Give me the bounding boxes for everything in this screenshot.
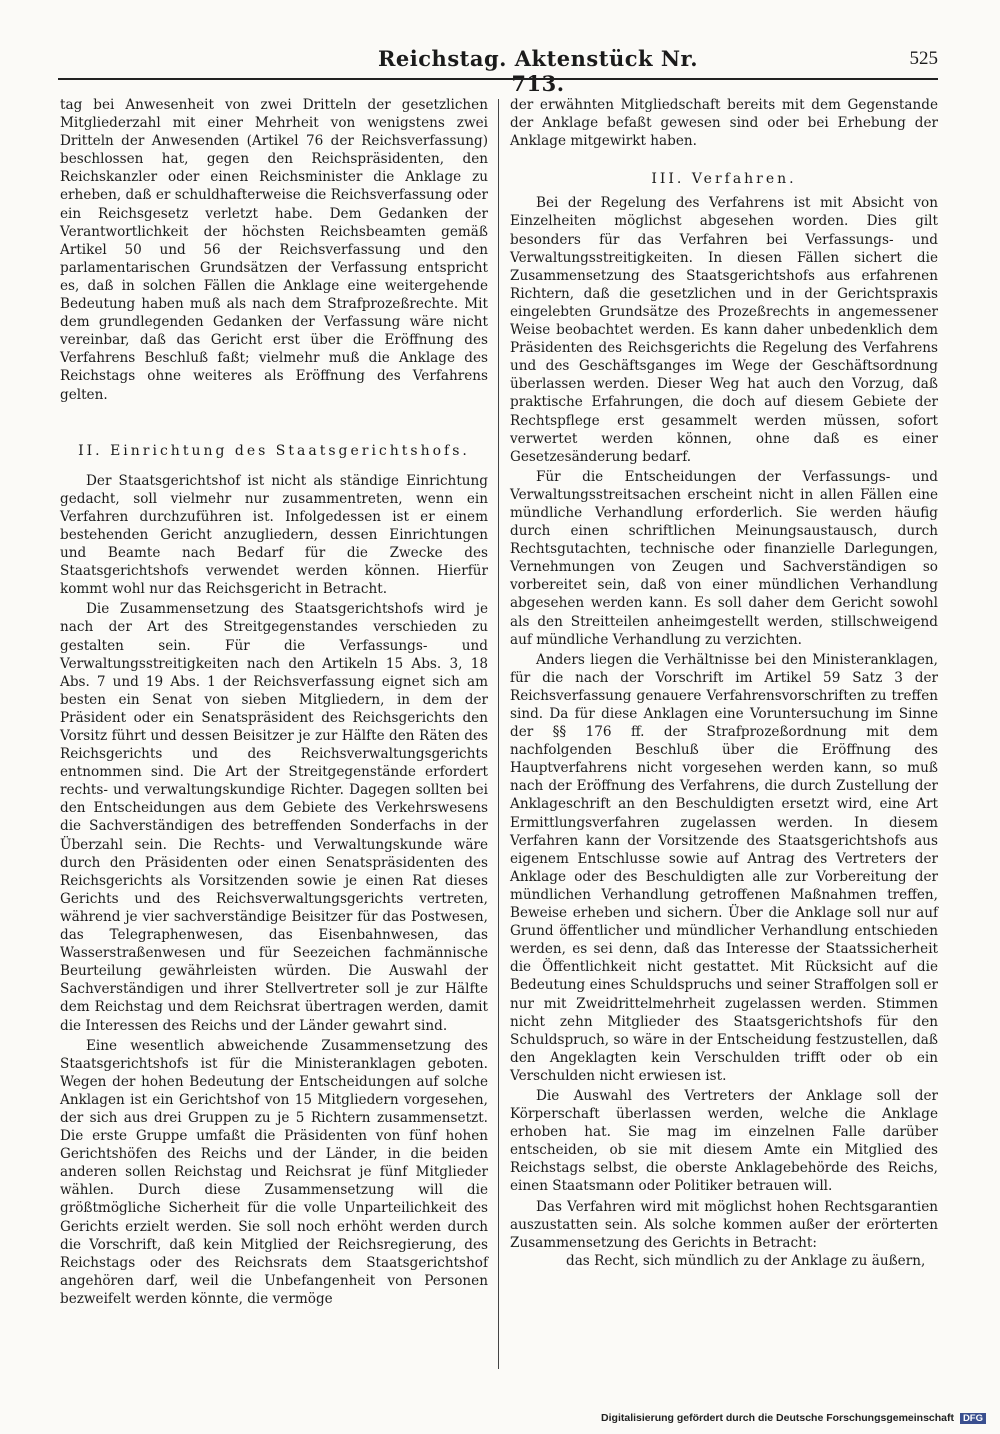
paragraph: Das Verfahren wird mit möglichst hohen Rechtsgarantien auszustatten sein. Als solche kommen außer der erörterten Zusammensetzung des Gerichts in Betracht: — [510, 1198, 938, 1251]
credit-text: Digitalisierung gefördert durch die Deutsche Forschungsgemeinschaft — [601, 1412, 955, 1424]
paragraph: tag bei Anwesenheit von zwei Dritteln der gesetzlichen Mitgliederzahl mit einer Mehrheit von wenigstens zwei Dritteln der Anwesenden (Artikel 76 der Reichsverfassung) beschlossen hat, gegen den Reichspräsidenten, den Reichskanzler oder einen Reichsminister die Anklage zu erheben, daß er schuldhafterweise die Reichsverfassung oder ein Reichsgesetz verletzt habe. Dem Gedanken der Verantwortlichkeit der höchsten Reichsbeamten gemäß Artikel 50 und 56 der Reichsverfassung und den parlamentarischen Grundsätzen der Verfassung entspricht es, daß in solchen Fällen die Anklage eine weitergehende Bedeutung haben muß als nach dem Strafprozeßrechte. Mit dem grundlegenden Gedanken der Verfassung wäre nicht vereinbar, daß das Gericht erst über die Eröffnung des Verfahrens Beschluß faßt; vielmehr muß die Anklage des Reichstags ohne weiteres als Eröffnung des Verfahrens gelten. — [60, 97, 488, 403]
paragraph: Bei der Regelung des Verfahrens ist mit Absicht von Einzelheiten möglichst abgesehen worden. Dies gilt besonders für das Verfahren bei Verfassungs- und Verwaltungsstreitigkeiten. In diesen Fällen sichert die Zusammensetzung des Staatsgerichtshofs aus erfahrenen Richtern, daß die gesetzlichen und in der Gerichtspraxis eingelebten Grundsätze des Prozeßrechts in angemessener Weise beobachtet werden. Es kann daher unbedenklich dem Präsidenten des Reichsgerichts die Regelung des Verfahrens und des Geschäftsganges im Wege der Geschäftsordnung überlassen werden. Dieser Weg hat auch den Vorzug, daß praktische Erfahrungen, die doch auf diesem Gebiete der Rechtspflege erst gesammelt werden müssen, sofort verwertet werden können, ohne daß es einer Gesetzesänderung bedarf. — [510, 195, 938, 465]
paragraph: Eine wesentlich abweichende Zusammensetzung des Staatsgerichtshofs ist für die Ministeranklagen geboten. Wegen der hohen Bedeutung der Entscheidungen auf solche Anklagen ist ein Gerichtshof von 15 Mitgliedern vorgesehen, der sich aus drei Gruppen zu je 5 Richtern zusammensetzt. Die erste Gruppe umfaßt die Präsidenten von fünf hohen Gerichtshöfen des Reichs und der Länder, in die beiden anderen sollen Reichstag und Reichsrat je fünf Mitglieder wählen. Durch diese Zusammensetzung will die größtmögliche Sicherheit für die volle Unparteilichkeit des Gerichts erzielt werden. Sie soll noch erhöht werden durch die Vorschrift, daß kein Mitglied der Reichsregierung, des Reichstags oder des Reichsrats dem Staatsgerichtshof angehören darf, weil die Unbefangenheit von Personen bezweifelt werden könnte, die vermöge — [60, 1037, 488, 1307]
running-title: Reichstag. Aktenstück Nr. 713. — [377, 46, 699, 96]
left-column — [60, 96, 488, 1308]
dfg-logo: DFG — [960, 1413, 986, 1424]
paragraph: Anders liegen die Verhältnisse bei den Ministeranklagen, für die nach der Vorschrift im Artikel 59 Satz 3 der Reichsverfassung genauere Verfahrensvorschriften zu treffen sind. Da für diese Anklagen eine Voruntersuchung im Sinne der §§ 176 ff. der Strafprozeßordnung mit dem nachfolgenden Beschluß über die Eröffnung des Hauptverfahrens nicht vorgesehen werden kann, so muß nach der Eröffnung des Verfahrens, die durch Zustellung der Anklageschrift an den Beschuldigten ersetzt wird, eine Art Ermittlungsverfahren zugelassen werden. In diesem Verfahren kann der Vorsitzende des Staatsgerichtshofs aus eigenem Entschlusse sowie auf Antrag des Vertreters der Anklage oder des Beschuldigten alle zur Vorbereitung der mündlichen Verhandlung getroffenen Maßnahmen treffen, Beweise erheben und sichern. Über die Anklage soll nur auf Grund öffentlicher und mündlicher Verhandlung entschieden werden, es sei denn, daß das Interesse der Staatssicherheit die Öffentlichkeit nicht gestattet. Mit Rücksicht auf die Bedeutung eines Schuldspruchs und seiner Straffolgen soll er nur mit Zweidrittelmehrheit zugelassen werden. Stimmen nicht zehn Mitglieder des Staatsgerichtshofs für den Schuldspruch, so wäre in der Entscheidung festzustellen, daß den Angeklagten kein Verschulden trifft oder ob ein Verschulden nicht erwiesen ist. — [510, 651, 938, 1084]
paragraph: Der Staatsgerichtshof ist nicht als ständige Einrichtung gedacht, soll vielmehr nur zusammentreten, wenn ein Verfahren durchzuführen ist. Infolgedessen ist er einem bestehenden Gericht anzugliedern, dessen Einrichtungen und Beamte nach Bedarf für die Zwecke des Staatsgerichtshofs verwendet werden können. Hierfür kommt wohl nur das Reichsgericht in Betracht. — [60, 472, 488, 598]
section-heading-iii: III. Verfahren. — [651, 171, 797, 188]
header-rule — [58, 78, 938, 80]
section-heading-ii: II. Einrichtung des Staatsgerichtshofs. — [78, 442, 470, 459]
right-column — [510, 96, 938, 1270]
paragraph: Die Auswahl des Vertreters der Anklage soll der Körperschaft überlassen werden, welche die Anklage erhoben hat. Sie mag im einzelnen Falle darüber entscheiden, ob sie mit diesem Amte ein Mitglied des Reichstags selbst, die oberste Anklagebehörde des Reichs, einen Staatsmann oder Politiker betrauen will. — [510, 1087, 938, 1195]
page-header — [58, 46, 938, 96]
list-item: das Recht, sich mündlich zu der Anklage zu äußern, — [566, 1252, 926, 1269]
paragraph: der erwähnten Mitgliedschaft bereits mit dem Gegenstande der Anklage befaßt gewesen sind oder bei Erhebung der Anklage mitgewirkt haben. — [510, 97, 938, 150]
page-number: 525 — [909, 48, 938, 69]
digitization-credit — [601, 1412, 986, 1424]
paragraph: Für die Entscheidungen der Verfassungs- und Verwaltungsstreitsachen erscheint nicht in allen Fällen eine mündliche Verhandlung erforderlich. Sie werden häufig durch einen schriftlichen Meinungsaustausch, durch Rechtsgutachten, technische oder finanzielle Darlegungen, Vernehmungen von Zeugen und Sachverständigen so vorbereitet sein, daß von einer mündlichen Verhandlung abgesehen werden kann. Es soll daher dem Gericht sowohl als den Streitteilen anheimgestellt werden, stillschweigend auf mündliche Verhandlung zu verzichten. — [510, 468, 938, 648]
paragraph: Die Zusammensetzung des Staatsgerichtshofs wird je nach der Art des Streitgegenstandes verschieden zu gestalten sein. Für die Verfassungs- und Verwaltungsstreitigkeiten nach den Artikeln 15 Abs. 3, 18 Abs. 7 und 19 Abs. 1 der Reichsverfassung eignet sich am besten ein Senat von sieben Mitgliedern, in dem der Präsident oder ein Senatspräsident des Reichsgerichts den Vorsitz führt und dessen Beisitzer je zur Hälfte den Räten des Reichsgerichts und des Reichsverwaltungsgerichts entnommen sind. Die Art der Streitgegenstände erfordert rechts- und verwaltungskundige Richter. Dagegen sollten bei den Entscheidungen aus dem Gebiete des Verkehrswesens die Sachverständigen des betreffenden Sonderfachs in der Überzahl sein. Die Rechts- und Verwaltungskunde wäre durch den Präsidenten oder einen Senatspräsidenten des Reichsgerichts als Vorsitzenden sowie je einen Rat dieses Gerichts und des Reichsverwaltungsgerichts vertreten, während je vier sachverständige Beisitzer für das Postwesen, das Telegraphenwesen, das Eisenbahnwesen, das Wasserstraßenwesen und für Seezeichen fachmännische Beurteilung gewährleisten würden. Die Auswahl der Sachverständigen und ihrer Stellvertreter soll je zur Hälfte dem Reichstag und dem Reichsrat übertragen werden, damit die Interessen des Reichs und der Länder gewahrt sind. — [60, 601, 488, 1034]
column-divider — [498, 99, 499, 1369]
